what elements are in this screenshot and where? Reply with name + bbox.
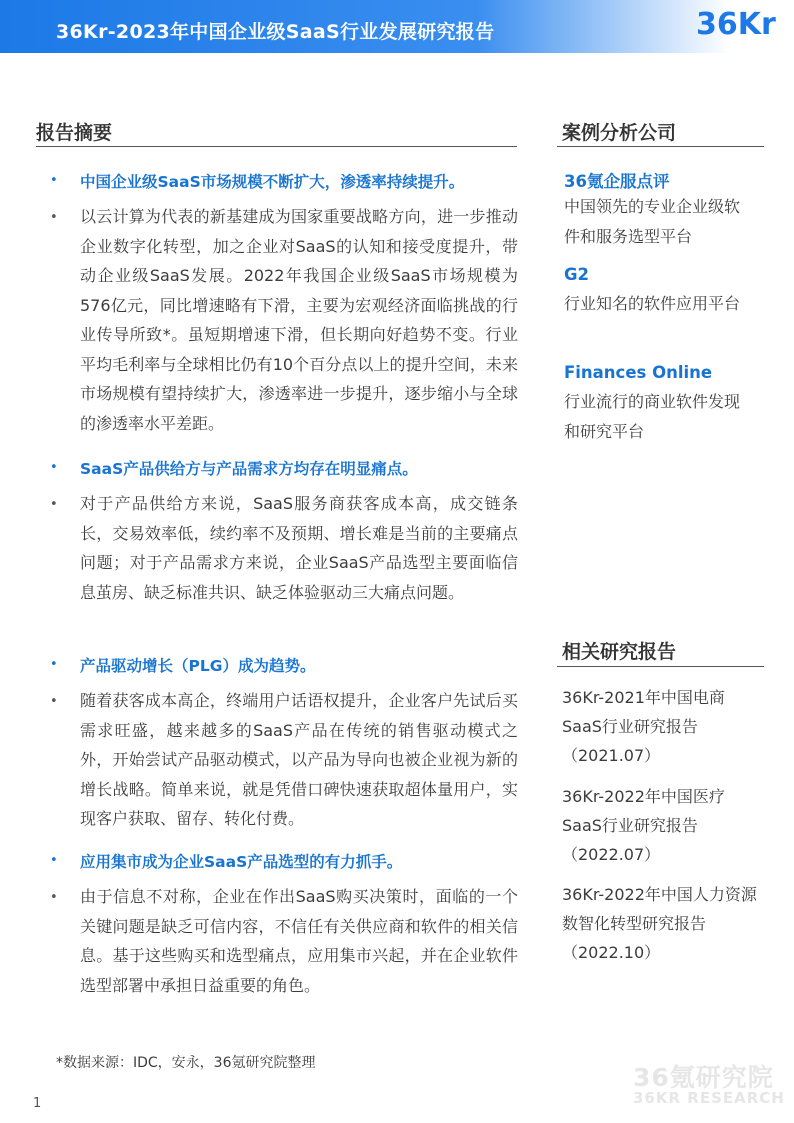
summary-highlight-4: 应用集市成为企业SaaS产品选型的有力抓手。 (80, 853, 403, 871)
watermark-en: 36KR RESEARCH (633, 1089, 785, 1107)
summary-highlight-1: 中国企业级SaaS市场规模不断扩大，渗透率持续提升。 (80, 173, 465, 191)
summary-paragraph-3: 随着获客成本高企，终端用户话语权提升，企业客户先试后买需求旺盛，越来越多的SaaS产品在传统的销售驱动模式之外，开始尝试产品驱动模式，以产品为导向也被企业视为新的增长战略。简单来说，就是凭借口碑快速获取超体量用户，实现客户获取、留存、转化付费。 (80, 691, 518, 828)
related-heading: 相关研究报告 (562, 641, 677, 663)
related-report: 36Kr-2022年中国人力资源数智化转型研究报告（2022.10） (562, 885, 757, 962)
summary-divider (36, 146, 517, 147)
bullet: • (50, 657, 58, 672)
related-divider (557, 666, 764, 667)
page-number: 1 (33, 1096, 42, 1111)
summary-paragraph-2: 对于产品供给方来说，SaaS服务商获客成本高，成交链条长，交易效率低，续约率不及预期、增长难是当前的主要痛点问题；对于产品需求方来说，企业SaaS产品选型主要面临信息茧房、缺乏标准共识、缺乏体验驱动三大痛点问题。 (80, 494, 518, 602)
bullet: • (50, 694, 58, 709)
related-report: 36Kr-2021年中国电商SaaS行业研究报告（2021.07） (562, 688, 725, 765)
summary-paragraph-4: 由于信息不对称，企业在作出SaaS购买决策时，面临的一个关键问题是缺乏可信内容，不信任有关供应商和软件的相关信息。基于这些购买和选型痛点，应用集市兴起，并在企业软件选型部署中承担日益重要的角色。 (80, 887, 518, 995)
company-desc: 中国领先的专业企业级软件和服务选型平台 (564, 197, 741, 246)
svg-text:36Kr: 36Kr (696, 7, 776, 42)
summary-paragraph-1: 以云计算为代表的新基建成为国家重要战略方向，进一步推动企业数字化转型，加之企业对SaaS的认知和接受度提升，带动企业级SaaS发展。2022年我国企业级SaaS市场规模为576亿元，同比增速略有下滑，主要为宏观经济面临挑战的行业传导所致*。虽短期增速下滑，但长期向好趋势不变。行业平均毛利率与全球相比仍有10个百分点以上的提升空间，未来市场规模有望持续扩大，渗透率进一步提升，逐步缩小与全球的渗透率水平差距。 (80, 207, 518, 433)
bullet: • (50, 173, 58, 188)
company-name: G2 (564, 265, 590, 284)
company-desc: 行业知名的软件应用平台 (564, 294, 741, 313)
company-desc: 行业流行的商业软件发现和研究平台 (564, 392, 741, 441)
summary-highlight-3: 产品驱动增长（PLG）成为趋势。 (80, 657, 316, 675)
company-name: 36氪企服点评 (564, 172, 670, 191)
related-report: 36Kr-2022年中国医疗SaaS行业研究报告（2022.07） (562, 787, 725, 864)
bullet: • (50, 497, 58, 512)
cases-divider (557, 146, 764, 147)
watermark-cn: 36氪研究院 (633, 1063, 774, 1092)
summary-heading: 报告摘要 (36, 122, 113, 144)
bullet: • (50, 460, 58, 475)
report-title: 36Kr-2023年中国企业级SaaS行业发展研究报告 (56, 21, 495, 43)
header-banner (0, 0, 794, 53)
company-name: Finances Online (564, 363, 713, 382)
bullet: • (50, 890, 58, 905)
bullet: • (50, 853, 58, 868)
36kr-logo (690, 0, 794, 53)
summary-highlight-2: SaaS产品供给方与产品需求方均存在明显痛点。 (80, 460, 418, 478)
data-source-footnote: *数据来源：IDC，安永，36氪研究院整理 (56, 1055, 316, 1071)
bullet: • (50, 210, 58, 225)
cases-heading: 案例分析公司 (562, 122, 677, 144)
